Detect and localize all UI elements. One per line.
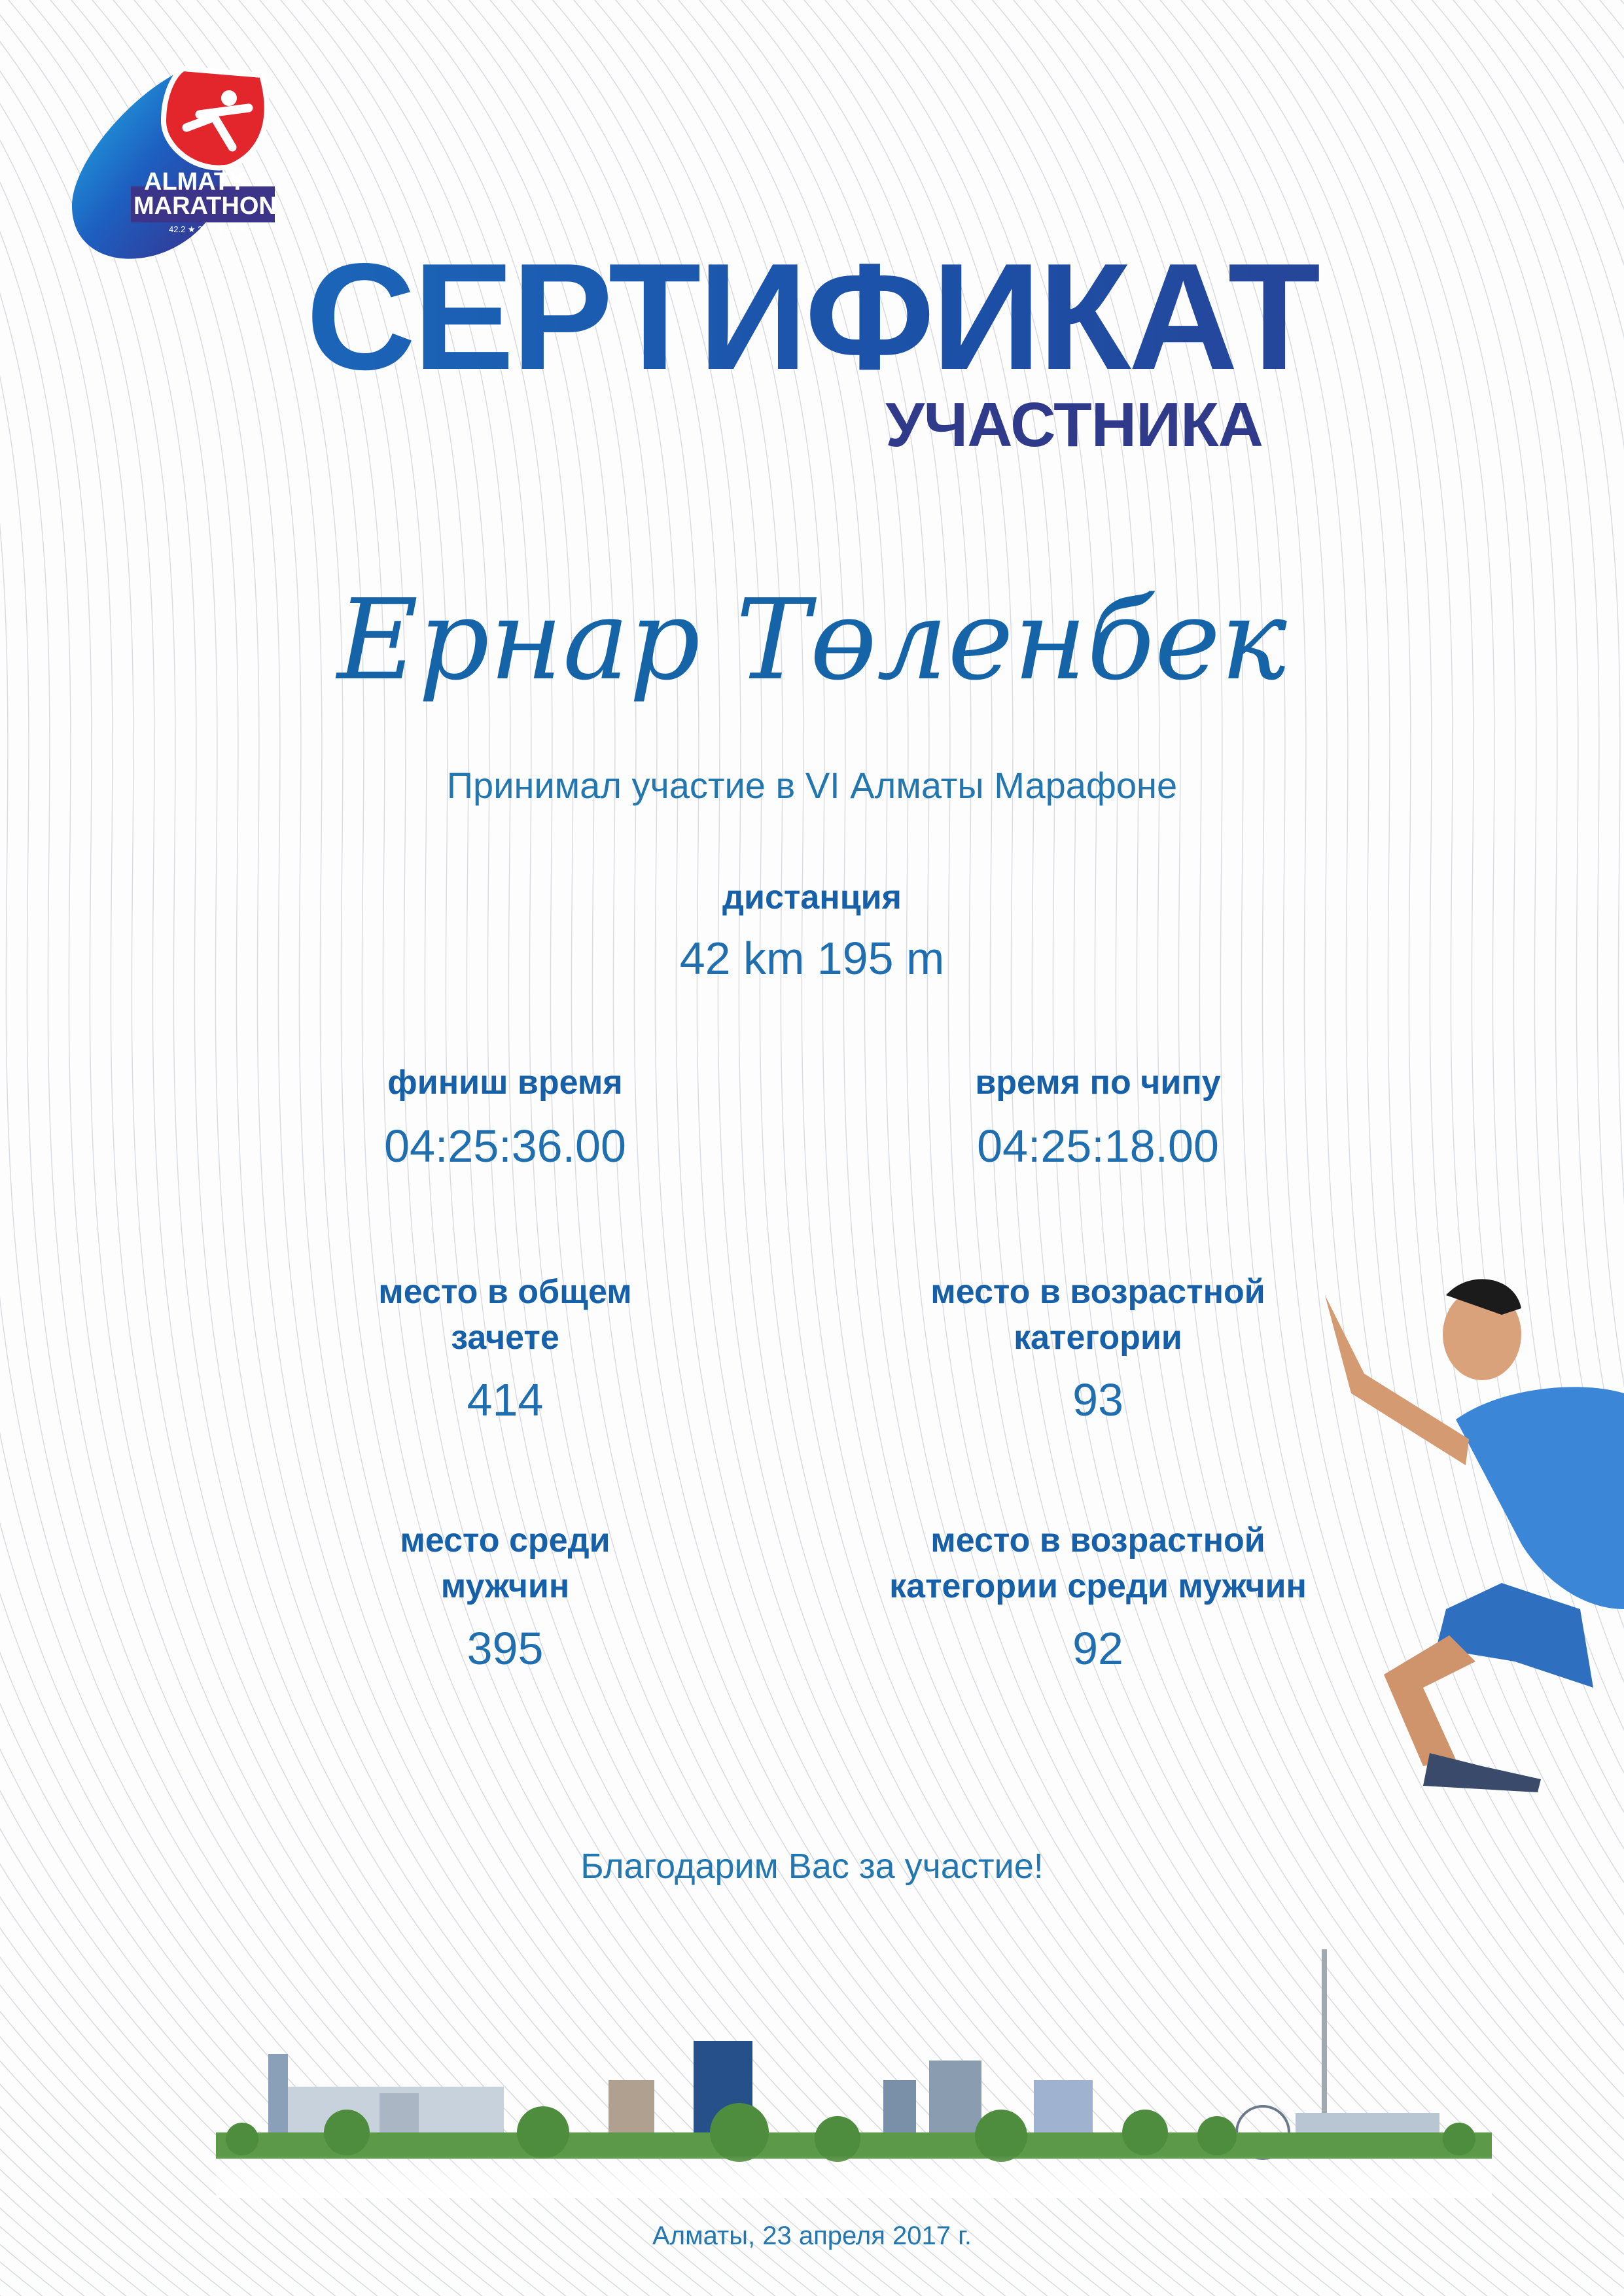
result-block (211, 1518, 800, 1675)
result-label: место в возрастной категории (930, 1273, 1265, 1357)
certificate-title: СЕРТИФИКАТ (0, 252, 1624, 383)
almaty-marathon-logo (65, 62, 281, 265)
distance-block (518, 875, 1106, 984)
distance-value: 42 km 195 m (679, 933, 945, 984)
result-label: место в возрастной категории среди мужчин (889, 1522, 1307, 1605)
svg-text:MARATHON: MARATHON (133, 192, 277, 220)
result-value: 414 (467, 1374, 544, 1425)
almaty-skyline-image (216, 1936, 1492, 2198)
result-value: 04:25:36.00 (384, 1121, 626, 1172)
svg-text:ALMATY: ALMATY (144, 168, 246, 196)
result-label: место в общем зачете (378, 1273, 632, 1357)
result-value: 93 (1072, 1374, 1123, 1425)
certificate-subtitle: УЧАСТНИКА (885, 390, 1263, 460)
thanks-text: Благодарим Вас за участие! (580, 1847, 1044, 1886)
result-block (803, 1060, 1392, 1172)
certificate-date: Алматы, 23 апреля 2017 г. (652, 2221, 972, 2250)
result-label: время по чипу (975, 1064, 1221, 1102)
svg-text:42.2 ★ 21.1 ★ 10 ★ 3: 42.2 ★ 21.1 ★ 10 ★ 3 (169, 224, 253, 234)
result-block (211, 1269, 800, 1426)
result-block (803, 1269, 1392, 1426)
result-block (211, 1060, 800, 1172)
result-value: 92 (1072, 1623, 1123, 1674)
runner-image (1305, 1269, 1624, 1792)
participation-text: Принимал участие в VI Алматы Марафоне (446, 765, 1178, 806)
distance-label: дистанция (722, 878, 902, 916)
participant-name: Ернар Төленбек (337, 576, 1287, 705)
result-value: 04:25:18.00 (977, 1121, 1219, 1172)
result-label: место среди мужчин (400, 1522, 610, 1605)
result-label: финиш время (387, 1064, 623, 1102)
result-block (803, 1518, 1392, 1675)
result-value: 395 (467, 1623, 544, 1674)
